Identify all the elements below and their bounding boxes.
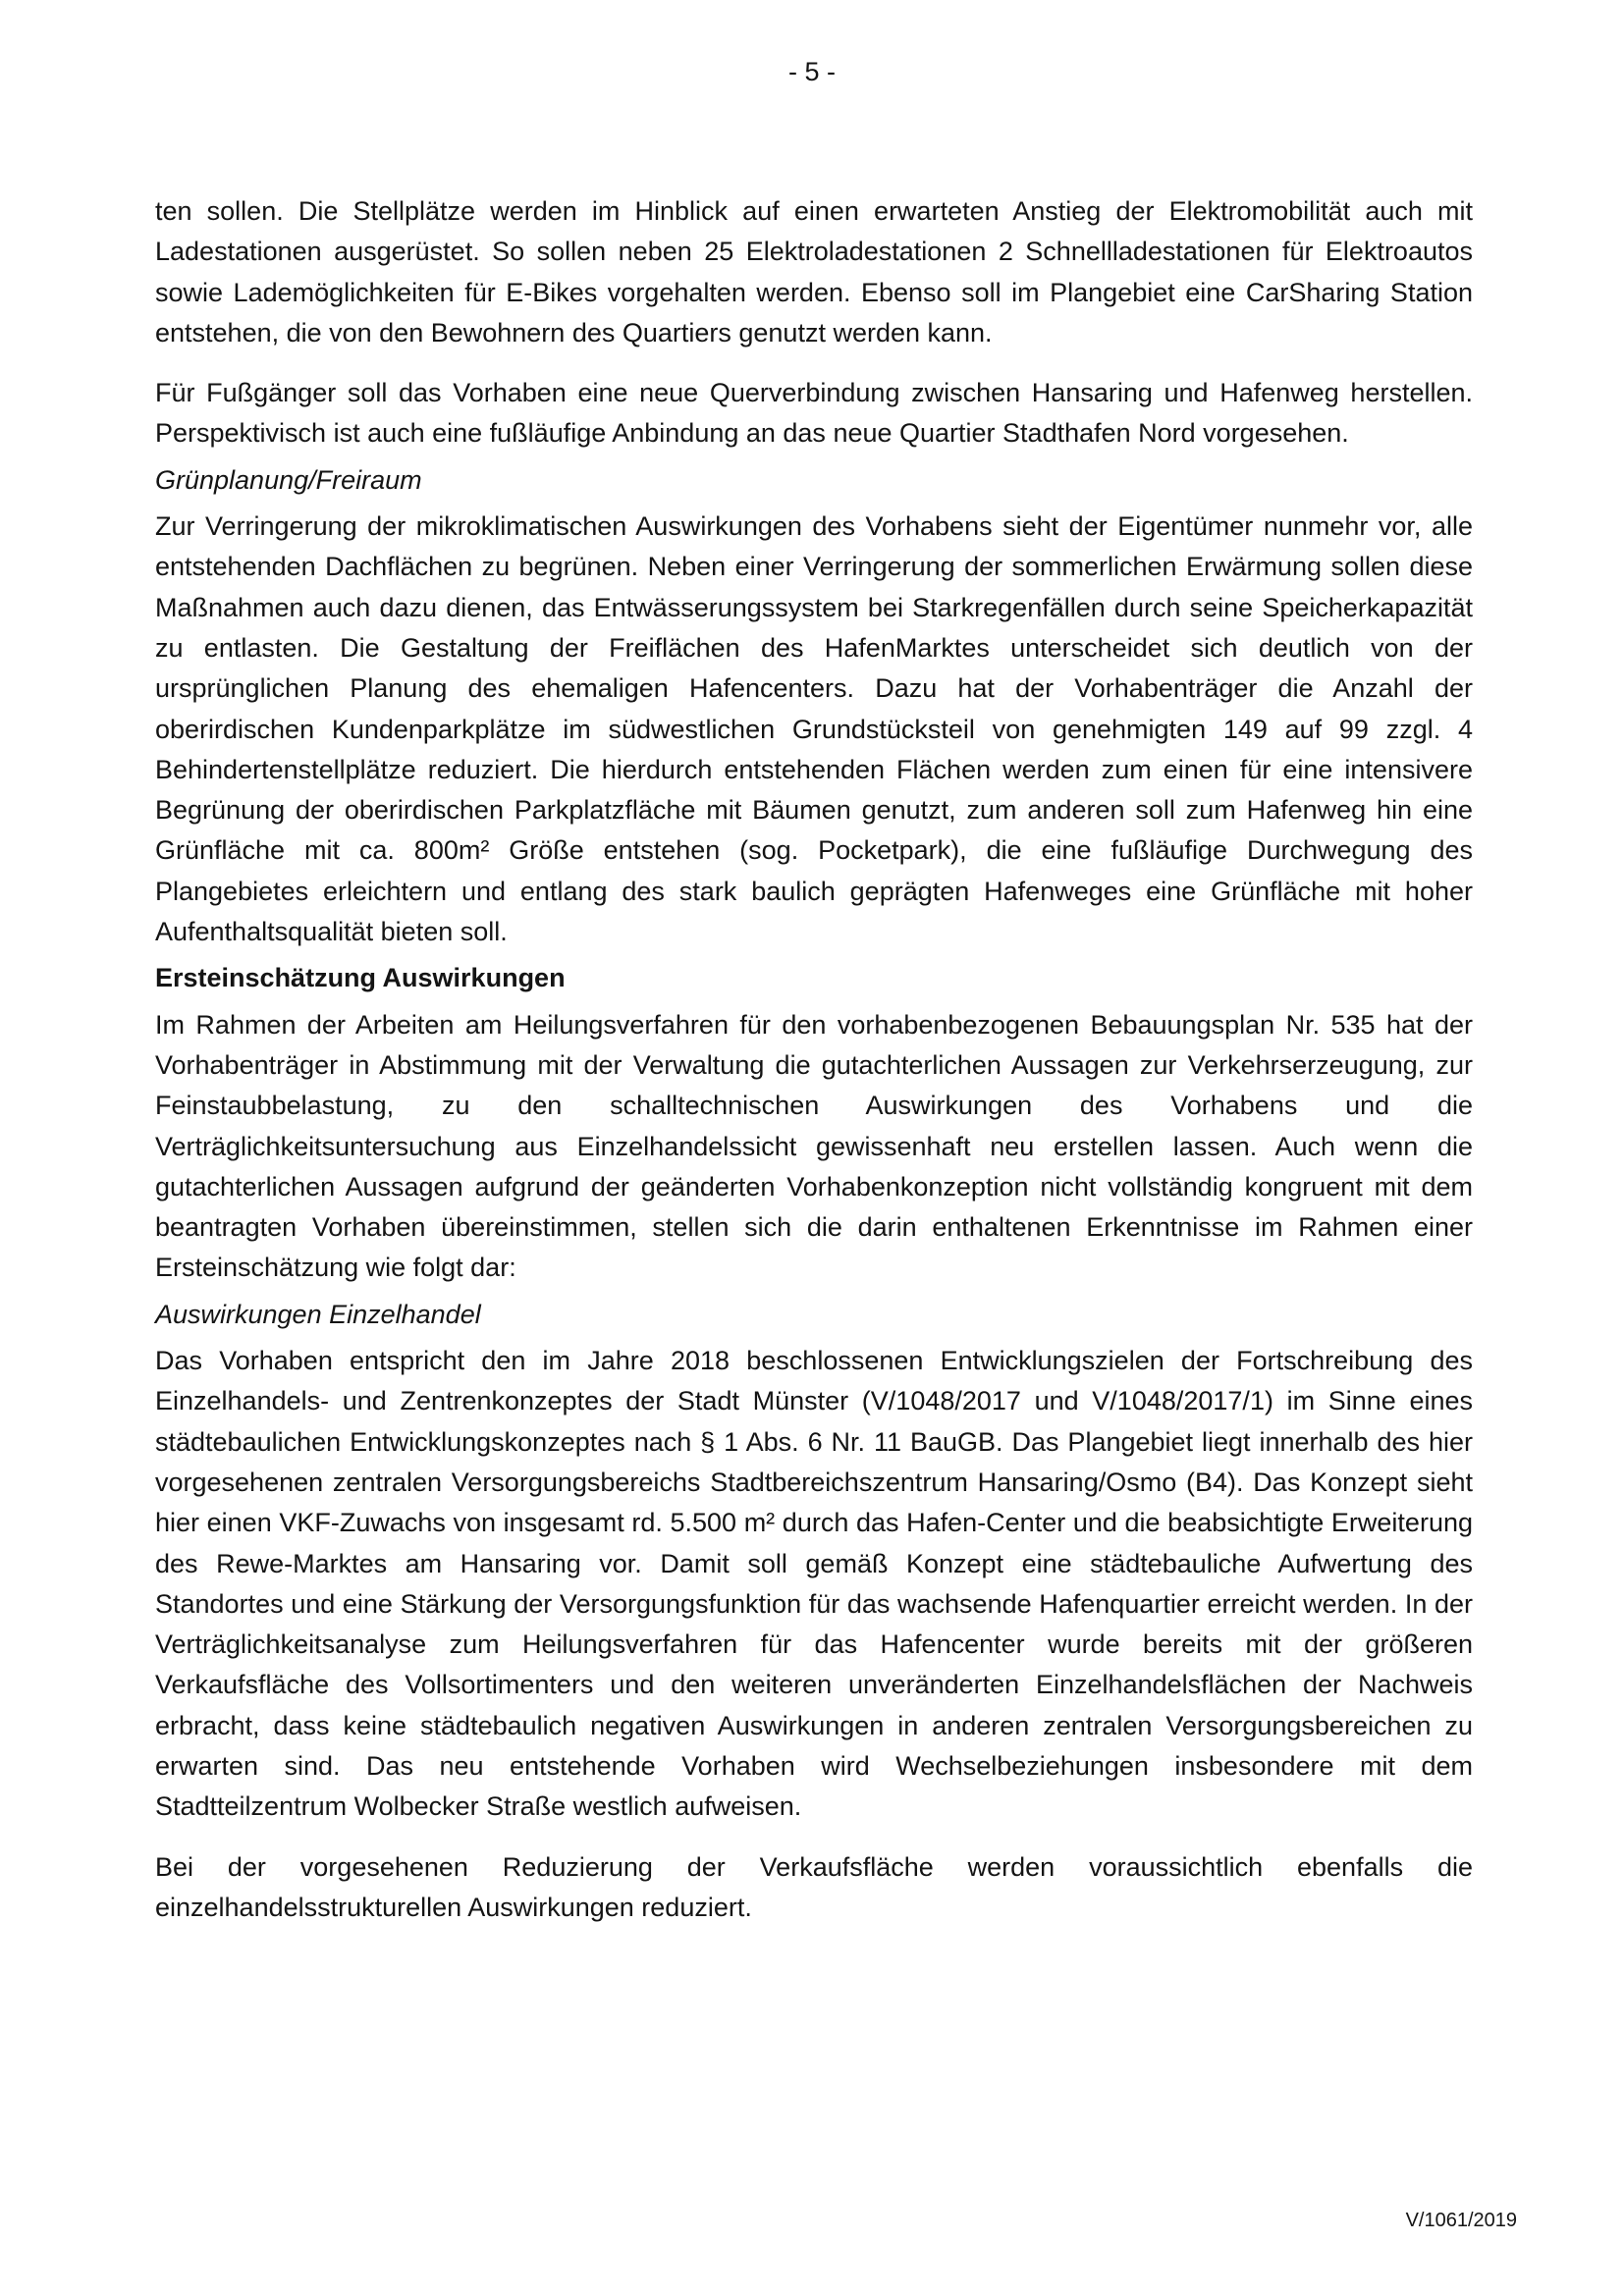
paragraph-initial-assessment: Im Rahmen der Arbeiten am Heilungsverfahren für den vorhabenbezogenen Bebauungsplan Nr. 535 hat der Vorhabenträger in Abstimmung mit der Verwaltung die gutachterlichen Aussagen zur Verkehrserzeugung, zur Feinstaubbelastung, zu den schalltechnischen Auswirkungen des Vorhabens und die Verträglichkeitsuntersuchung aus Einzelhandelssicht gewissenhaft neu erstellen lassen. Auch wenn die gutachterlichen Aussagen aufgrund der geänderten Vorhabenkonzeption nicht vollständig kongruent mit dem beantragten Vorhaben übereinstimmen, stellen sich die darin enthaltenen Erkenntnisse im Rahmen einer Ersteinschätzung wie folgt dar: (155, 1009, 1473, 1283)
paragraph-pedestrians: Für Fußgänger soll das Vorhaben eine neue Querverbindung zwischen Hansaring und Hafenweg herstellen. Perspektivisch ist auch eine fußläufige Anbindung an das neue Quartier Stadthafen Nord vorgesehen. (155, 378, 1473, 449)
heading-gruenplanung: Grünplanung/Freiraum (155, 464, 422, 495)
document-body (155, 191, 1473, 1928)
paragraph-retail-reduction: Bei der vorgesehenen Reduzierung der Verkaufsfläche werden voraussichtlich ebenfalls die einzelhandelsstrukturellen Auswirkungen reduziert. (155, 1851, 1473, 1922)
paragraph-retail-impact: Das Vorhaben entspricht den im Jahre 2018 beschlossenen Entwicklungszielen der Fortschreibung des Einzelhandels- und Zentrenkonzeptes der Stadt Münster (V/1048/2017 und V/1048/2017/1) im Sinne eines städtebaulichen Entwicklungskonzeptes nach § 1 Abs. 6 Nr. 11 BauGB. Das Plangebiet liegt innerhalb des hier vorgesehenen zentralen Versorgungsbereichs Stadtbereichszentrum Hansaring/Osmo (B4). Das Konzept sieht hier einen VKF-Zuwachs von insgesamt rd. 5.500 m² durch das Hafen-Center und die beabsichtigte Erweiterung des Rewe-Marktes am Hansaring vor. Damit soll gemäß Konzept eine städtebauliche Aufwertung des Standortes und eine Stärkung der Versorgungsfunktion für das wachsende Hafenquartier erreicht werden. In der Verträglichkeitsanalyse zum Heilungsverfahren für das Hafencenter wurde bereits mit der größeren Verkaufsfläche des Vollsortimenters und den weiteren unveränderten Einzelhandelsflächen der Nachweis erbracht, dass keine städtebaulich negativen Auswirkungen in anderen zentralen Versorgungsbereichen zu erwarten sind. Das neu entstehende Vorhaben wird Wechselbeziehungen insbesondere mit dem Stadtteilzentrum Wolbecker Straße westlich aufweisen. (155, 1346, 1473, 1822)
paragraph-green-planning: Zur Verringerung der mikroklimatischen Auswirkungen des Vorhabens sieht der Eigentümer nunmehr vor, alle entstehenden Dachflächen zu begrünen. Neben einer Verringerung der sommerlichen Erwärmung sollen diese Maßnahmen auch dazu dienen, das Entwässerungssystem bei Starkregenfällen durch seine Speicherkapazität zu entlasten. Die Gestaltung der Freiflächen des HafenMarktes unterscheidet sich deutlich von der ursprünglichen Planung des ehemaligen Hafencenters. Dazu hat der Vorhabenträger die Anzahl der oberirdischen Kundenparkplätze im südwestlichen Grundstücksteil von genehmigten 149 auf 99 zzgl. 4 Behindertenstellplätze reduziert. Die hierdurch entstehenden Flächen werden zum einen für eine intensivere Begrünung der oberirdischen Parkplatzfläche mit Bäumen genutzt, zum anderen soll zum Hafenweg hin eine Grünfläche mit ca. 800m² Größe entstehen (sog. Pocketpark), die eine fußläufige Durchwegung des Plangebietes erleichtern und entlang des stark baulich geprägten Hafenweges eine Grünfläche mit hoher Aufenthaltsqualität bieten soll. (155, 511, 1473, 947)
document-reference: V/1061/2019 (1405, 2210, 1517, 2231)
heading-einzelhandel: Auswirkungen Einzelhandel (155, 1299, 481, 1329)
paragraph-parking: ten sollen. Die Stellplätze werden im Hinblick auf einen erwarteten Anstieg der Elektromobilität auch mit Ladestationen ausgerüstet. So sollen neben 25 Elektroladestationen 2 Schnellladestationen für Elektroautos sowie Lademöglichkeiten für E-Bikes vorgehalten werden. Ebenso soll im Plangebiet eine CarSharing Station entstehen, die von den Bewohnern des Quartiers genutzt werden kann. (155, 196, 1473, 347)
page-number: - 5 - (787, 57, 836, 86)
heading-ersteinschaetzung: Ersteinschätzung Auswirkungen (155, 963, 566, 993)
